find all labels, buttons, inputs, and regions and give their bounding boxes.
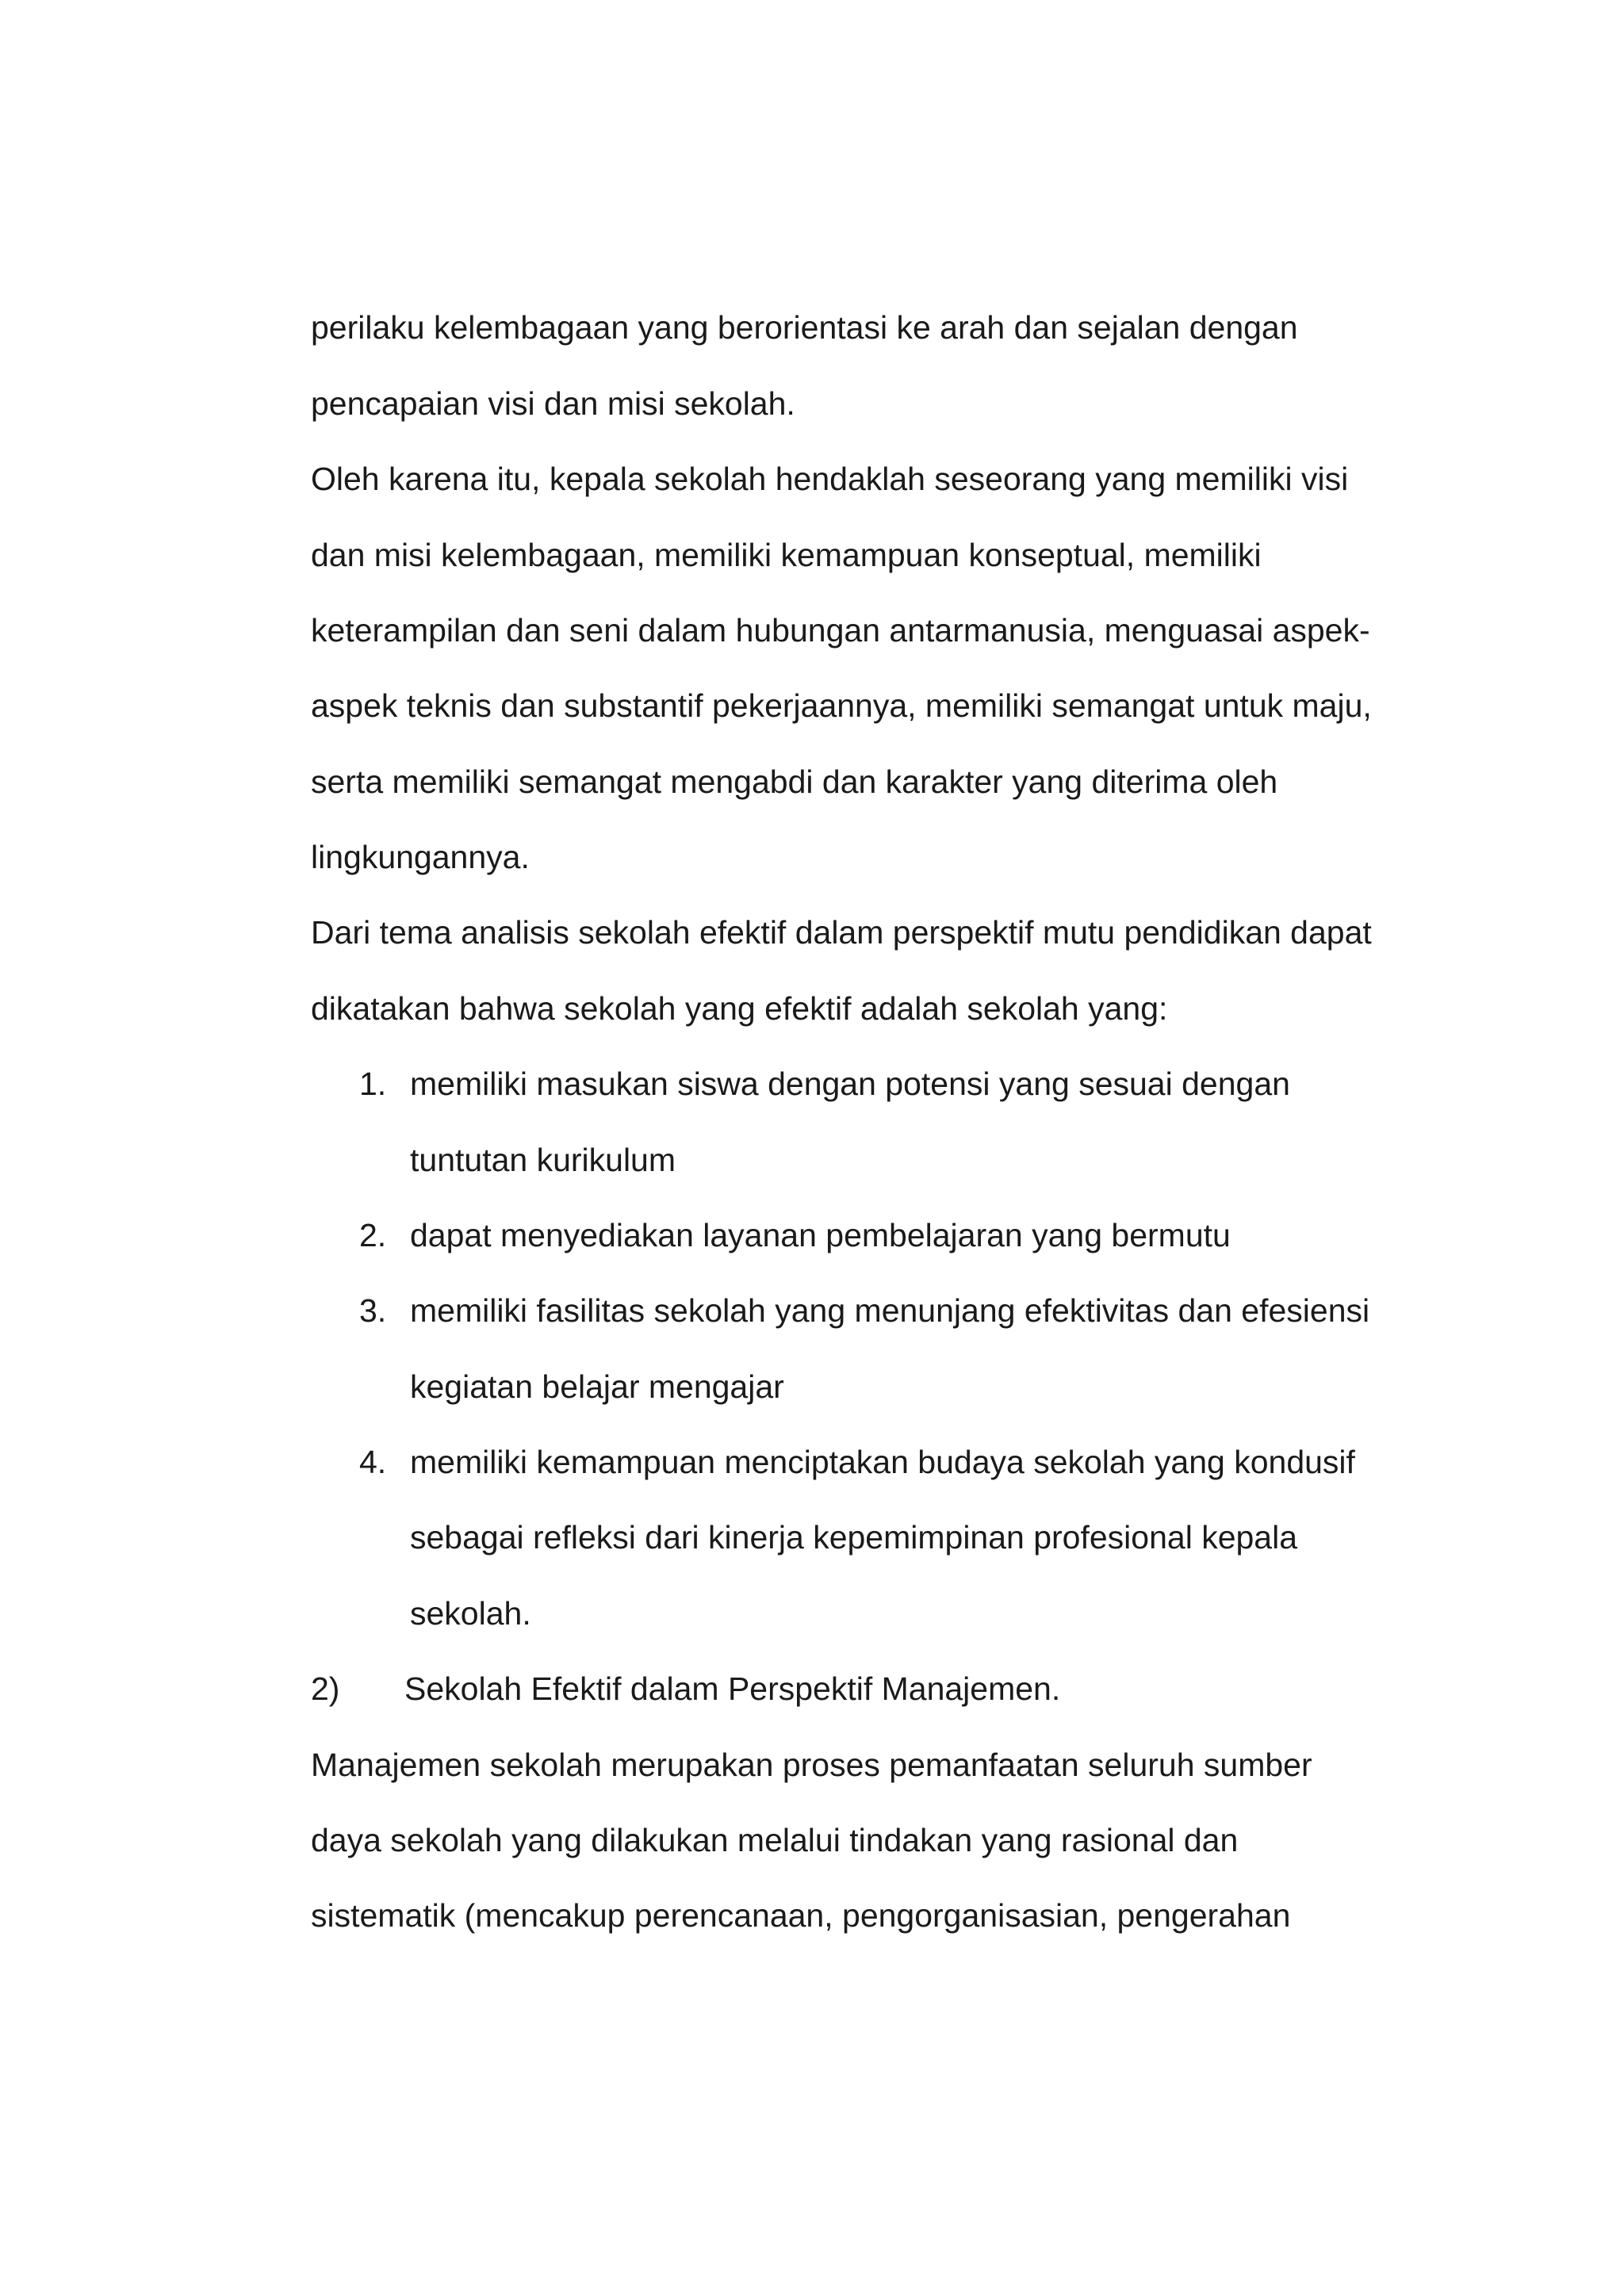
list-item-line: tuntutan kurikulum [410,1142,676,1178]
list-item-line: sekolah. [410,1595,531,1632]
section-number: 2) [311,1670,340,1707]
list-item-line: memiliki kemampuan menciptakan budaya sekolah yang kondusif [410,1444,1355,1480]
text-line: Oleh karena itu, kepala sekolah hendaklah seseorang yang memiliki visi [311,461,1349,497]
text-line: sistematik (mencakup perencanaan, pengorganisasian, pengerahan [311,1897,1291,1934]
list-number: 2. [359,1217,387,1253]
text-line: lingkungannya. [311,839,530,875]
text-line: dikatakan bahwa sekolah yang efektif adalah sekolah yang: [311,990,1168,1027]
text-line: perilaku kelembagaan yang berorientasi ke arah dan sejalan dengan [311,309,1298,346]
text-line: serta memiliki semangat mengabdi dan karakter yang diterima oleh [311,763,1278,800]
list-number: 1. [359,1066,387,1102]
list-item-line: dapat menyediakan layanan pembelajaran yang bermutu [410,1217,1231,1253]
text-line: dan misi kelembagaan, memiliki kemampuan konseptual, memiliki [311,537,1262,573]
list-number: 3. [359,1292,387,1329]
text-line: Dari tema analisis sekolah efektif dalam perspektif mutu pendidikan dapat [311,914,1372,951]
section-title: Sekolah Efektif dalam Perspektif Manajemen. [404,1670,1061,1707]
text-line: Manajemen sekolah merupakan proses pemanfaatan seluruh sumber [311,1747,1312,1783]
list-item-line: memiliki fasilitas sekolah yang menunjang efektivitas dan efesiensi [410,1292,1370,1329]
list-item-line: sebagai refleksi dari kinerja kepemimpinan profesional kepala [410,1519,1298,1556]
list-item-line: memiliki masukan siswa dengan potensi yang sesuai dengan [410,1066,1290,1102]
text-line: pencapaian visi dan misi sekolah. [311,385,795,422]
list-number: 4. [359,1444,387,1480]
text-line: aspek teknis dan substantif pekerjaannya, memiliki semangat untuk maju, [311,687,1372,724]
text-line: daya sekolah yang dilakukan melalui tindakan yang rasional dan [311,1822,1239,1858]
list-item-line: kegiatan belajar mengajar [410,1368,784,1405]
text-line: keterampilan dan seni dalam hubungan antarmanusia, menguasai aspek- [311,612,1370,649]
